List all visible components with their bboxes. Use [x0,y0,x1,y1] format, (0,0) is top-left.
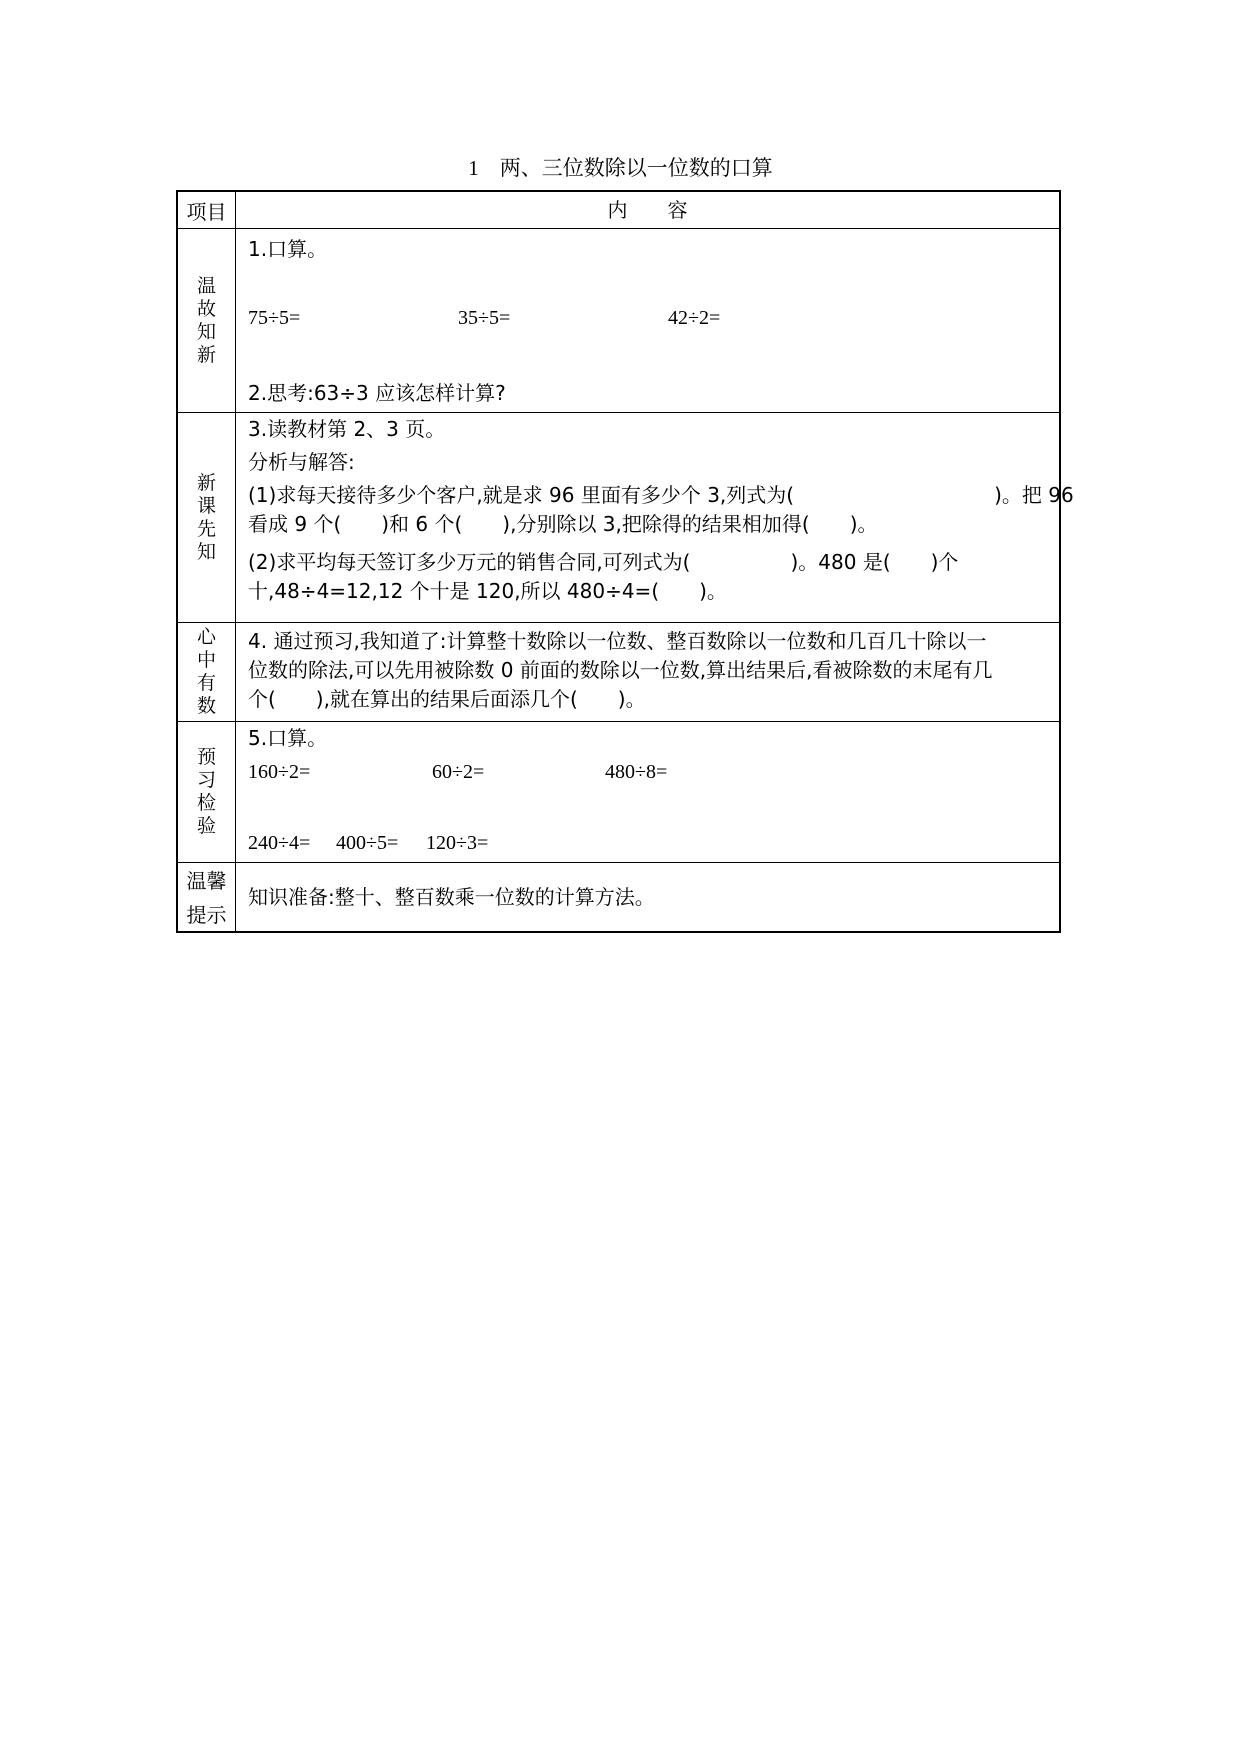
question-4-line-3: 个( ),就在算出的结果后面添几个( )。 [248,687,646,711]
part-2-line-2: 十,48÷4=12,12 个十是 120,所以 480÷4=( )。 [248,579,727,603]
header-content [236,192,1059,228]
section-review-label-text: 温故知新 [196,274,216,366]
section-new-lesson-label-text: 新课先知 [196,471,216,563]
expression: 42÷2= [668,307,721,329]
expression: 160÷2= [248,761,311,783]
tips-text: 知识准备:整十、整百数乘一位数的计算方法。 [248,885,655,909]
section-in-mind [178,623,1059,722]
section-review [178,229,1059,413]
section-preview-check-label-text: 预习检验 [196,746,216,837]
expression: 400÷5= [336,832,399,854]
question-4-line-2: 位数的除法,可以先用被除数 0 前面的数除以一位数,算出结果后,看被除数的末尾有几 [248,658,993,682]
expression: 240÷4= [248,832,311,854]
expression: 35÷5= [458,307,511,329]
table-header-row [178,192,1059,229]
section-preview-check-content [236,722,1059,862]
section-new-lesson-content [236,413,1074,622]
question-5: 5.口算。 [248,726,328,750]
section-review-content [236,229,1059,412]
expression: 60÷2= [432,761,485,783]
section-tips-label-line-2: 提示 [186,903,227,927]
section-new-lesson [178,413,1074,623]
part-1-line-1: (1)求每天接待多少个客户,就是求 96 里面有多少个 3,列式为( )。把 96 [248,483,1074,507]
expression: 75÷5= [248,307,301,329]
header-item: 项目 [178,192,236,228]
question-2: 2.思考:63÷3 应该怎样计算? [248,381,506,405]
section-preview-check [178,722,1059,863]
worksheet-title: 1 两、三位数除以一位数的口算 [468,156,773,180]
section-tips-content [236,863,1059,933]
section-new-lesson-label [178,413,236,622]
analysis-heading: 分析与解答: [248,450,355,474]
section-tips-label-line-1: 温馨 [186,869,227,893]
question-4-line-1: 4. 通过预习,我知道了:计算整十数除以一位数、整百数除以一位数和几百几十除以一 [248,629,987,653]
question-1: 1.口算。 [248,237,328,261]
section-preview-check-label [178,722,236,862]
section-in-mind-label [178,623,236,721]
section-review-label [178,229,236,412]
part-1-line-2: 看成 9 个( )和 6 个( ),分别除以 3,把除得的结果相加得( )。 [248,512,878,536]
header-content-label: 内 容 [607,197,688,222]
question-3: 3.读教材第 2、3 页。 [248,417,446,441]
part-2-line-1: (2)求平均每天签订多少万元的销售合同,可列式为( )。480 是( )个 [248,550,959,574]
expression: 120÷3= [426,832,489,854]
section-in-mind-label-text: 心中有数 [196,626,216,717]
section-in-mind-content [236,623,1059,721]
expression: 480÷8= [605,761,668,783]
section-tips-label [178,863,236,933]
section-tips [178,863,1059,933]
worksheet-table [176,190,1074,933]
